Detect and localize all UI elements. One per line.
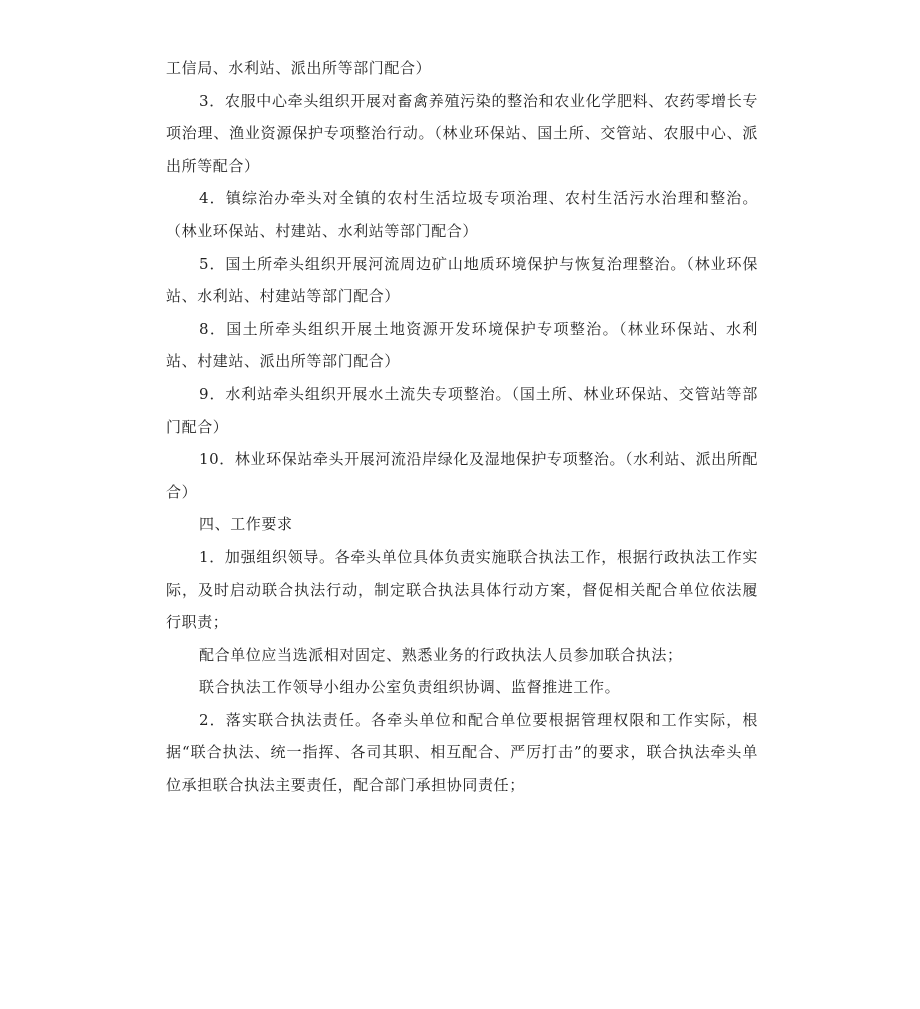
paragraph-item-9: 9．水利站牵头组织开展水土流失专项整治。（国土所、林业环保站、交管站等部门配合） (166, 384, 758, 436)
paragraph-item-10: 10．林业环保站牵头开展河流沿岸绿化及湿地保护专项整治。（水利站、派出所配合） (166, 450, 758, 501)
document-page (166, 52, 758, 802)
paragraph-item-5: 5．国土所牵头组织开展河流周边矿山地质环境保护与恢复治理整治。（林业环保站、水利站、村建站等部门配合） (166, 254, 758, 306)
paragraph-continuation: 工信局、水利站、派出所等部门配合） (166, 59, 432, 77)
paragraph-requirement-1: 1．加强组织领导。各牵头单位具体负责实施联合执法工作，根据行政执法工作实际，及时启动联合执法行动，制定联合执法具体行动方案，督促相关配合单位依法履行职责； (166, 547, 758, 632)
section-heading-work-requirements: 四、工作要求 (199, 515, 293, 534)
paragraph-item-8: 8．国土所牵头组织开展土地资源开发环境保护专项整治。（林业环保站、水利站、村建站、派出所等部门配合） (166, 319, 758, 371)
paragraph-requirement-1-cont-b: 联合执法工作领导小组办公室负责组织协调、监督推进工作。 (199, 678, 621, 697)
paragraph-item-3: 3．农服中心牵头组织开展对畜禽养殖污染的整治和农业化学肥料、农药零增长专项治理、渔业资源保护专项整治行动。（林业环保站、国土所、交管站、农服中心、派出所等配合） (166, 91, 758, 175)
paragraph-requirement-2: 2．落实联合执法责任。各牵头单位和配合单位要根据管理权限和工作实际，根据“联合执法、统一指挥、各司其职、相互配合、严厉打击”的要求，联合执法牵头单位承担联合执法主要责任，配合部门承担协同责任； (166, 710, 758, 795)
paragraph-requirement-1-cont-a: 配合单位应当选派相对固定、熟悉业务的行政执法人员参加联合执法； (199, 645, 683, 664)
paragraph-item-4: 4．镇综治办牵头对全镇的农村生活垃圾专项治理、农村生活污水治理和整治。（林业环保站、村建站、水利站等部门配合） (166, 189, 758, 240)
